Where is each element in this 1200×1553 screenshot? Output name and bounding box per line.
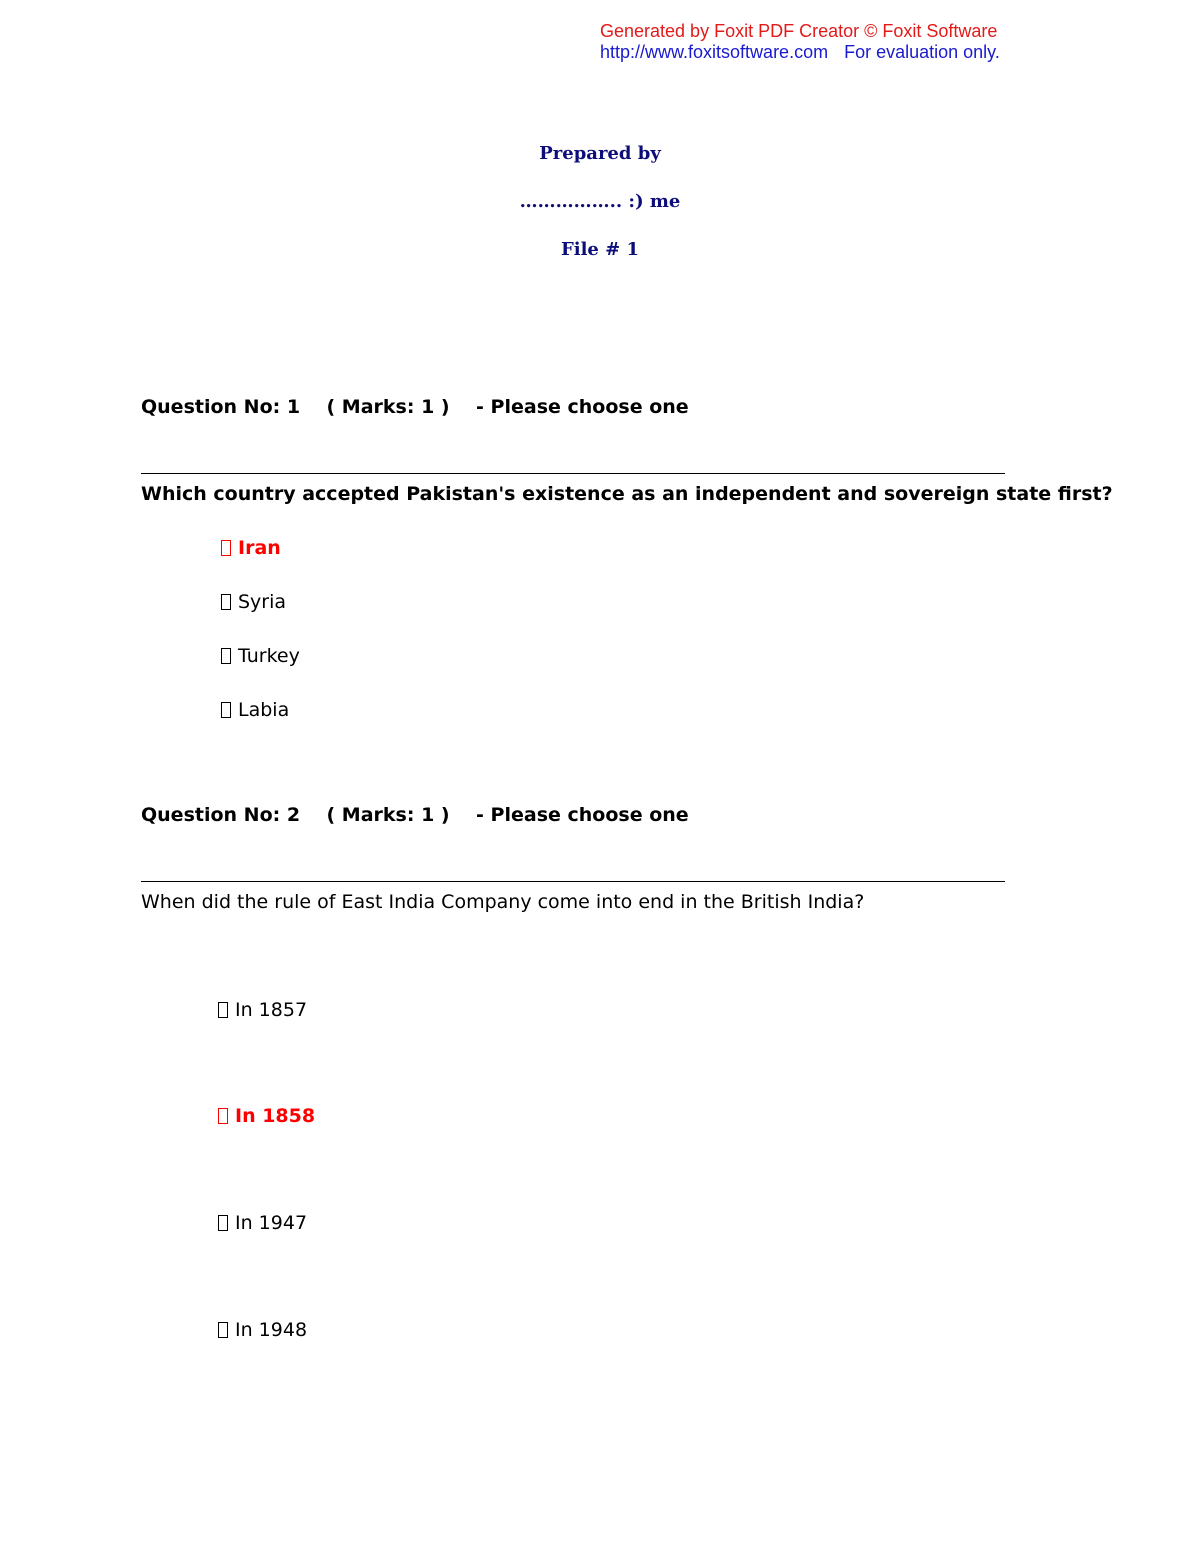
prepared-by-heading: Prepared by [539,143,661,164]
watermark-footer [600,42,1000,63]
option-label: In 1857 [235,999,308,1021]
checkbox-icon[interactable] [218,1215,228,1231]
question-1-option[interactable] [221,591,286,613]
watermark-note: For evaluation only. [844,42,1000,62]
question-2-divider [141,881,1005,882]
option-label: In 1948 [235,1319,308,1341]
checkbox-icon[interactable] [221,594,231,610]
checkbox-icon[interactable] [218,1108,228,1124]
question-1-option[interactable] [221,645,300,667]
watermark-url-link[interactable]: http://www.foxitsoftware.com [600,42,829,62]
option-label: Iran [238,537,281,559]
file-number: File # 1 [560,239,640,260]
question-2-option[interactable] [218,1212,307,1234]
question-2-text: When did the rule of East India Company come into end in the British India? [141,891,865,913]
watermark-title: Generated by Foxit PDF Creator © Foxit Software [600,21,998,41]
question-1-text: Which country accepted Pakistan's existence as an independent and sovereign state first? [141,483,1113,505]
question-2-option[interactable] [218,1105,315,1127]
option-label: In 1858 [235,1105,316,1127]
checkbox-icon[interactable] [218,1322,228,1338]
option-label: In 1947 [235,1212,308,1234]
option-label: Labia [238,699,290,721]
checkbox-icon[interactable] [221,648,231,664]
question-1-divider [141,473,1005,474]
option-label: Syria [238,591,287,613]
question-2-option[interactable] [218,999,307,1021]
checkbox-icon[interactable] [221,702,231,718]
checkbox-icon[interactable] [221,540,231,556]
option-label: Turkey [238,645,300,667]
question-1-header: Question No: 1 ( Marks: 1 ) - Please choose one [141,396,689,418]
question-2-header: Question No: 2 ( Marks: 1 ) - Please choose one [141,804,689,826]
question-1-option[interactable] [221,537,281,559]
author-line: …………….. :) me [519,191,681,212]
checkbox-icon[interactable] [218,1002,228,1018]
question-2-option[interactable] [218,1319,307,1341]
question-1-option[interactable] [221,699,289,721]
